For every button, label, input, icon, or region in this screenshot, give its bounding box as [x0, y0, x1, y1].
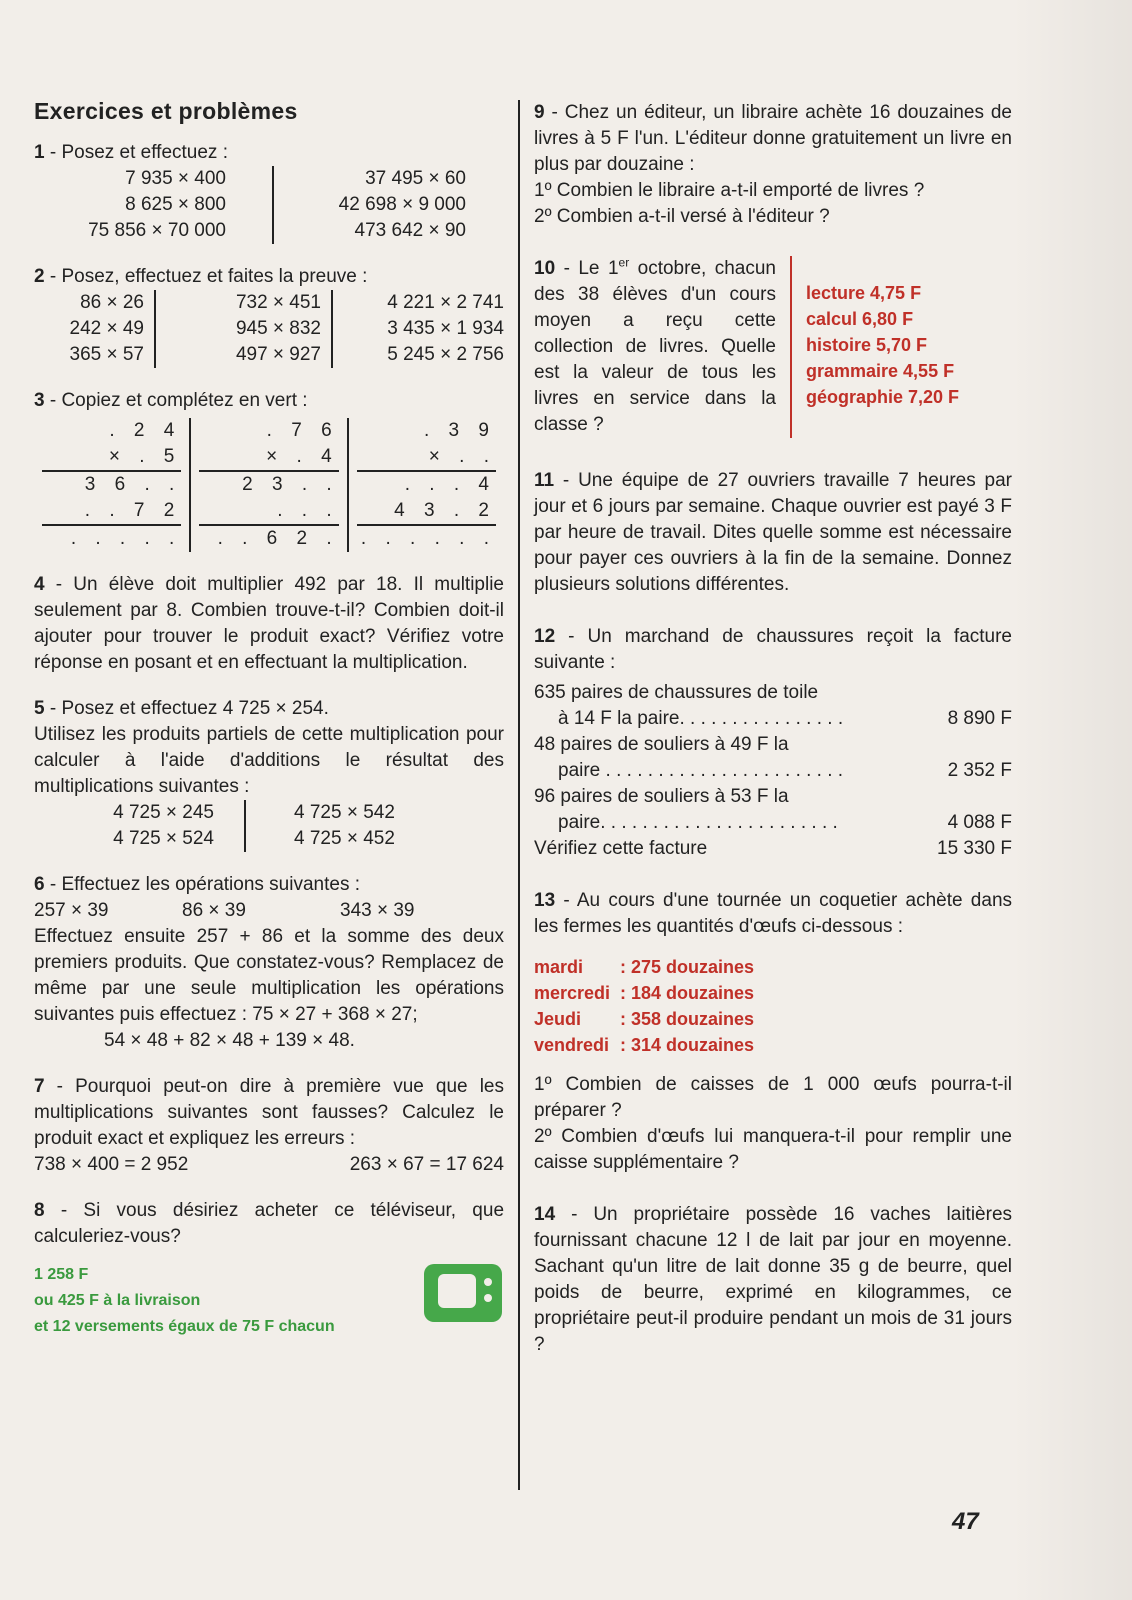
- digit-row: . . . . . .: [360, 528, 496, 549]
- digit-row: . 3 9: [424, 420, 496, 441]
- exercise-12: [534, 624, 1012, 862]
- ops-left: [34, 800, 244, 852]
- digit-row: . . . . .: [70, 528, 182, 549]
- offer-line: et 12 versements égaux de 75 F chacun: [34, 1318, 335, 1335]
- exercise-2: [34, 264, 504, 368]
- ops-col-2: [154, 290, 331, 368]
- quantity: : 275 douzaines: [620, 957, 755, 977]
- quantity: : 184 douzaines: [620, 983, 755, 1003]
- exercise-number: 5: [34, 698, 45, 719]
- egg-row: [534, 1032, 1012, 1058]
- invoice-label: paire . . . . . . . . . . . . . . . . . . . . . . .: [558, 760, 844, 781]
- puzzle-b: [189, 418, 346, 552]
- ops-right: [244, 800, 474, 852]
- invoice-row: [534, 810, 1012, 836]
- puzzle-a: [34, 418, 189, 552]
- quantity: : 314 douzaines: [620, 1035, 755, 1055]
- exercise-number: 6: [34, 874, 45, 895]
- exercise-text: - Au cours d'une tournée un coquetier achète dans les fermes les quantités d'œufs ci-dessous :: [534, 890, 1013, 937]
- egg-row: [534, 980, 1012, 1006]
- exercise-text: - Pourquoi peut-on dire à première vue que les multiplications suivantes sont fausses? Calculez le produit exact et expliquez les erreurs :: [34, 1076, 504, 1149]
- invoice-label: paire. . . . . . . . . . . . . . . . . . . . . . .: [558, 812, 838, 833]
- egg-row: [534, 1006, 1012, 1032]
- operation: 4 725 × 245: [113, 802, 214, 823]
- operation: 473 642 × 90: [354, 220, 466, 241]
- operation: 4 725 × 452: [294, 828, 395, 849]
- question: 2º Combien a-t-il versé à l'éditeur ?: [534, 206, 830, 227]
- operation: 8 625 × 800: [125, 194, 226, 215]
- operation: 37 495 × 60: [365, 168, 466, 189]
- exercise-5: [34, 696, 504, 852]
- book-price: calcul 6,80 F: [806, 309, 914, 329]
- invoice-row: [534, 784, 1012, 810]
- operation: 54 × 48 + 82 × 48 + 139 × 48.: [104, 1030, 355, 1051]
- tv-offer: [34, 1262, 504, 1340]
- operation: 7 935 × 400: [125, 168, 226, 189]
- day: vendredi: [534, 1035, 610, 1055]
- ops-col-1: [34, 290, 154, 368]
- invoice-label: à 14 F la paire. . . . . . . . . . . . . . . .: [558, 708, 844, 729]
- invoice-row: [534, 732, 1012, 758]
- digit-row: × . .: [357, 444, 496, 472]
- exercise-text: - Un propriétaire possède 16 vaches laitières fournissant chacune 12 l de lait par jour en moyenne. Sachant qu'un litre de lait donne 35 g de beurre, quel poids de beurre, exprimé en kilogrammes, ce propriétaire peut-il produire pendant un mois de 31 jours ?: [534, 1204, 1013, 1355]
- day: mardi: [534, 957, 584, 977]
- operation: 42 698 × 9 000: [338, 194, 466, 215]
- exercise-14: [534, 1202, 1012, 1358]
- exercise-text: Effectuez ensuite 257 + 86 et la somme des deux premiers produits. Que constatez-vous? Remplacez de même par une seule multiplication les opérations suivantes puis effectuez : 75 × 27 + 368 × 27;: [34, 926, 504, 1025]
- exercise-number: 14: [534, 1204, 556, 1225]
- exercise-text: - Un marchand de chaussures reçoit la facture suivante :: [534, 626, 1012, 673]
- operation: 497 × 927: [235, 344, 321, 365]
- invoice-row: [534, 680, 1012, 706]
- operation: 343 × 39: [340, 900, 415, 921]
- offer-line: 1 258 F: [34, 1266, 89, 1283]
- digit-row: . 2 4: [109, 420, 182, 441]
- exercise-intro: - Posez, effectuez et faites la preuve :: [49, 266, 368, 287]
- book-price: histoire 5,70 F: [806, 335, 928, 355]
- exercise-10: [534, 256, 1012, 438]
- exercise-13: [534, 888, 1012, 1176]
- exercise-number: 12: [534, 626, 556, 647]
- operation: 365 × 57: [69, 344, 144, 365]
- exercise-number: 2: [34, 266, 45, 287]
- exercise-number: 4: [34, 574, 45, 595]
- operation: 263 × 67 = 17 624: [349, 1154, 504, 1175]
- digit-row: . . . 4: [404, 474, 496, 495]
- invoice-amount: 8 890 F: [947, 708, 1012, 729]
- exercise-intro: - Effectuez les opérations suivantes :: [49, 874, 361, 895]
- exercise-intro: - Posez et effectuez 4 725 × 254.: [49, 698, 329, 719]
- egg-purchases: [534, 954, 1012, 1058]
- exercise-text: Utilisez les produits partiels de cette multiplication pour calculer à l'aide d'additions le résultat des multiplications suivantes :: [34, 724, 504, 797]
- operation: 5 245 × 2 756: [387, 344, 504, 365]
- invoice-label: 635 paires de chaussures de toile: [534, 682, 819, 703]
- exercise-number: 3: [34, 390, 45, 411]
- egg-row: [534, 954, 1012, 980]
- digit-row: × . 5: [42, 444, 181, 472]
- operation: 242 × 49: [69, 318, 144, 339]
- digit-row: . . .: [199, 498, 338, 526]
- exercise-number: 11: [534, 470, 555, 491]
- offer-line: ou 425 F à la livraison: [34, 1292, 201, 1309]
- book-price: grammaire 4,55 F: [806, 361, 955, 381]
- invoice-label: 96 paires de souliers à 53 F la: [534, 786, 789, 807]
- invoice-amount: 15 330 F: [937, 838, 1012, 859]
- digit-row: 2 3 . .: [242, 474, 339, 495]
- digit-row: . . 6 2 .: [217, 528, 339, 549]
- operation: 86 × 26: [80, 292, 144, 313]
- exercise-text: - Chez un éditeur, un libraire achète 16 douzaines de livres à 5 F l'un. L'éditeur donne gratuitement un livre en plus par douzaine :: [534, 102, 1012, 175]
- exercise-text: - Une équipe de 27 ouvriers travaille 7 heures par jour et 6 jours par semaine. Chaque ouvrier est payé 3 F par heure de travail. Dites quelle somme est nécessaire pour payer ces ouvriers à la fin de la semaine. Donnez plusieurs solutions différentes.: [534, 470, 1012, 595]
- exercise-text: octobre, chacun des 38 élèves d'un cours moyen a reçu cette collection de livres. Quelle est la valeur de tous les livres en service dans la classe ?: [534, 258, 776, 435]
- exercise-text: - Le 1: [563, 258, 619, 279]
- exercise-8: [34, 1198, 504, 1340]
- operation: 75 856 × 70 000: [88, 220, 226, 241]
- exercise-9: [534, 100, 1012, 230]
- invoice: [534, 680, 1012, 862]
- superscript: er: [618, 255, 630, 270]
- question: 1º Combien le libraire a-t-il emporté de livres ?: [534, 180, 925, 201]
- exercise-intro: - Copiez et complétez en vert :: [49, 390, 308, 411]
- operation: 257 × 39: [34, 900, 109, 921]
- exercise-text: - Si vous désiriez acheter ce téléviseur, que calculeriez-vous?: [34, 1200, 505, 1247]
- exercise-number: 9: [534, 102, 545, 123]
- ops-left: [34, 166, 272, 244]
- exercise-3: [34, 388, 504, 552]
- right-column: [534, 100, 1012, 1378]
- digit-row: 3 6 . .: [84, 474, 182, 495]
- invoice-amount: 2 352 F: [947, 760, 1012, 781]
- exercise-1: [34, 140, 504, 244]
- quantity: : 358 douzaines: [620, 1009, 755, 1029]
- exercise-intro: - Posez et effectuez :: [49, 142, 228, 163]
- exercise-number: 13: [534, 890, 556, 911]
- digit-row: 4 3 . 2: [357, 498, 496, 526]
- book-price: géographie 7,20 F: [806, 387, 960, 407]
- operation: 86 × 39: [182, 900, 246, 921]
- book-price: lecture 4,75 F: [806, 283, 922, 303]
- operation: 3 435 × 1 934: [387, 318, 504, 339]
- invoice-label: 48 paires de souliers à 49 F la: [534, 734, 789, 755]
- digit-row: × . 4: [199, 444, 338, 472]
- book-prices: [792, 256, 959, 438]
- exercise-text: - Un élève doit multiplier 492 par 18. Il multiplie seulement par 8. Combien trouve-t-il? Combien doit-il ajouter pour trouver le produit exact? Vérifiez votre réponse en posant et en effectuant la multiplication.: [34, 574, 505, 673]
- television-icon: [420, 1260, 500, 1330]
- operation: 4 725 × 542: [294, 802, 395, 823]
- page-title: Exercices et problèmes: [34, 98, 298, 124]
- page-number: 47: [952, 1508, 979, 1535]
- invoice-row: [534, 758, 1012, 784]
- invoice-label: Vérifiez cette facture: [534, 838, 708, 859]
- operation: 945 × 832: [235, 318, 321, 339]
- digit-row: . . 7 2: [42, 498, 181, 526]
- exercise-number: 7: [34, 1076, 45, 1097]
- ops-col-3: [331, 290, 504, 368]
- invoice-row: [534, 836, 1012, 862]
- day: Jeudi: [534, 1009, 582, 1029]
- ops-right: [272, 166, 474, 244]
- operation: 732 × 451: [235, 292, 321, 313]
- exercise-number: 8: [34, 1200, 45, 1221]
- exercise-7: [34, 1074, 504, 1178]
- exercise-number: 10: [534, 258, 556, 279]
- operation: 4 725 × 524: [113, 828, 214, 849]
- invoice-amount: 4 088 F: [947, 812, 1012, 833]
- exercise-6: [34, 872, 504, 1054]
- operation: 738 × 400 = 2 952: [34, 1154, 189, 1175]
- page-edge-shadow: [1012, 0, 1132, 1600]
- day: mercredi: [534, 983, 611, 1003]
- puzzle-c: [347, 418, 504, 552]
- exercise-11: [534, 468, 1012, 598]
- invoice-row: [534, 706, 1012, 732]
- exercise-4: [34, 572, 504, 676]
- digit-row: . 7 6: [266, 420, 339, 441]
- question: 1º Combien de caisses de 1 000 œufs pourra-t-il préparer ?: [534, 1074, 1012, 1121]
- left-column: [34, 98, 504, 1360]
- question: 2º Combien d'œufs lui manquera-t-il pour remplir une caisse supplémentaire ?: [534, 1126, 1012, 1173]
- column-divider: [518, 100, 520, 1490]
- operation: 4 221 × 2 741: [387, 292, 504, 313]
- exercise-number: 1: [34, 142, 45, 163]
